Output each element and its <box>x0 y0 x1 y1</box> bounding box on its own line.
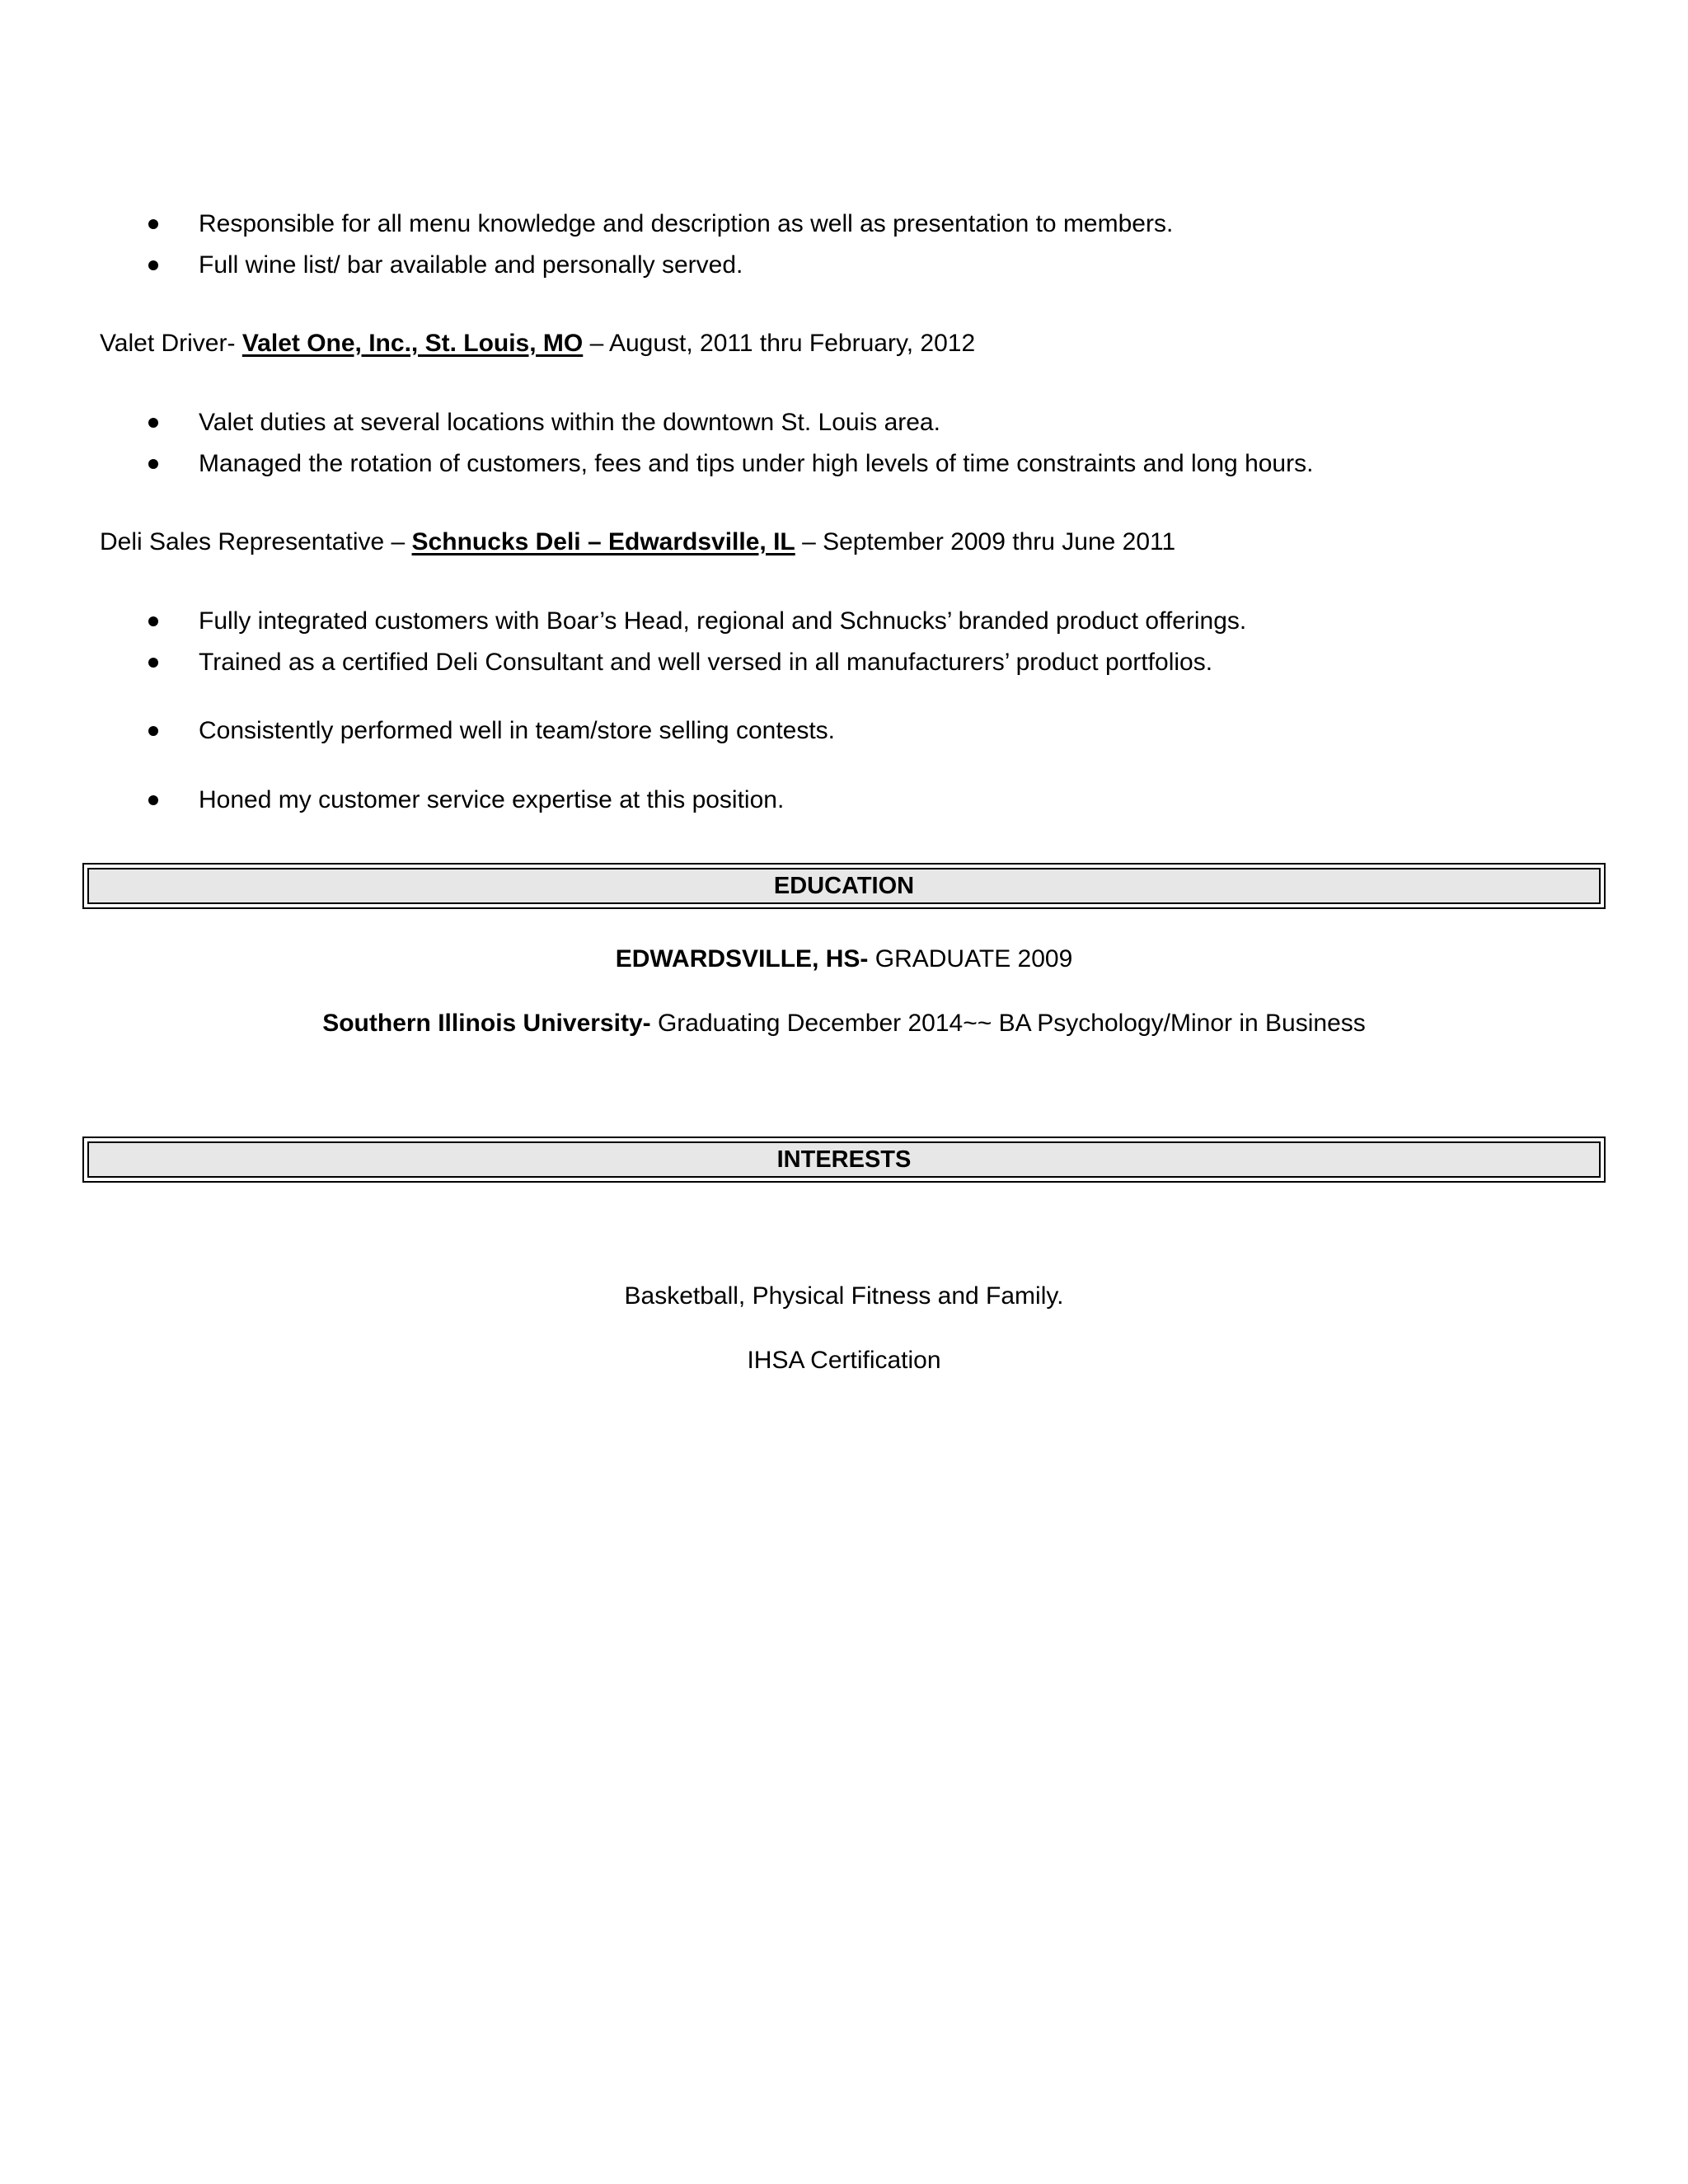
bullet-text: Full wine list/ bar available and personally served. <box>199 251 743 279</box>
job-title: Valet Driver- <box>100 330 236 357</box>
bullet-icon <box>148 616 158 626</box>
education-entry-university <box>82 1007 1606 1040</box>
list-item <box>0 605 1688 638</box>
list-item <box>0 249 1688 282</box>
bullet-text: Consistently performed well in team/store selling contests. <box>199 717 836 744</box>
list-item <box>0 406 1688 439</box>
job-dates: – August, 2011 thru February, 2012 <box>589 330 976 357</box>
bullet-text: Valet duties at several locations within the downtown St. Louis area. <box>199 409 940 436</box>
job-title: Deli Sales Representative – <box>100 528 406 555</box>
school-detail: Graduating December 2014~~ BA Psychology/Minor in Business <box>657 1010 1366 1037</box>
bullet-icon <box>148 459 158 469</box>
list-item <box>0 715 1688 748</box>
bullet-text: Responsible for all menu knowledge and description as well as presentation to members. <box>199 210 1174 237</box>
bullet-text: Honed my customer service expertise at this position. <box>199 786 785 813</box>
bullet-icon <box>148 726 158 736</box>
job-heading-valet <box>100 327 975 360</box>
bullet-text: Fully integrated customers with Boar’s Head, regional and Schnucks’ branded product offerings. <box>199 607 1247 635</box>
school-name: EDWARDSVILLE, HS- <box>615 945 869 972</box>
job-employer: Schnucks Deli – Edwardsville, IL <box>411 528 795 555</box>
bullet-icon <box>148 658 158 668</box>
section-title: EDUCATION <box>87 868 1601 904</box>
education-entry-highschool <box>82 943 1606 976</box>
school-detail: GRADUATE 2009 <box>874 945 1073 972</box>
interest-line: Basketball, Physical Fitness and Family. <box>624 1282 1064 1310</box>
interest-line: IHSA Certification <box>747 1347 941 1374</box>
bullet-text: Managed the rotation of customers, fees and tips under high levels of time constraints and long hours. <box>199 450 1314 477</box>
job-dates: – September 2009 thru June 2011 <box>802 528 1176 555</box>
bullet-icon <box>148 795 158 805</box>
bullet-icon <box>148 260 158 270</box>
bullet-icon <box>148 418 158 428</box>
bullet-icon <box>148 219 158 229</box>
job-employer: Valet One, Inc., St. Louis, MO <box>241 330 584 357</box>
job-heading-deli <box>100 526 1175 559</box>
interests-section-header <box>82 1137 1606 1183</box>
list-item <box>0 646 1688 679</box>
list-item <box>0 208 1688 241</box>
education-section-header <box>82 863 1606 909</box>
section-title: INTERESTS <box>87 1141 1601 1178</box>
bullet-text: Trained as a certified Deli Consultant and well versed in all manufacturers’ product portfolios. <box>199 649 1213 676</box>
list-item <box>0 448 1688 480</box>
school-name: Southern Illinois University- <box>322 1010 651 1037</box>
list-item <box>0 784 1688 817</box>
